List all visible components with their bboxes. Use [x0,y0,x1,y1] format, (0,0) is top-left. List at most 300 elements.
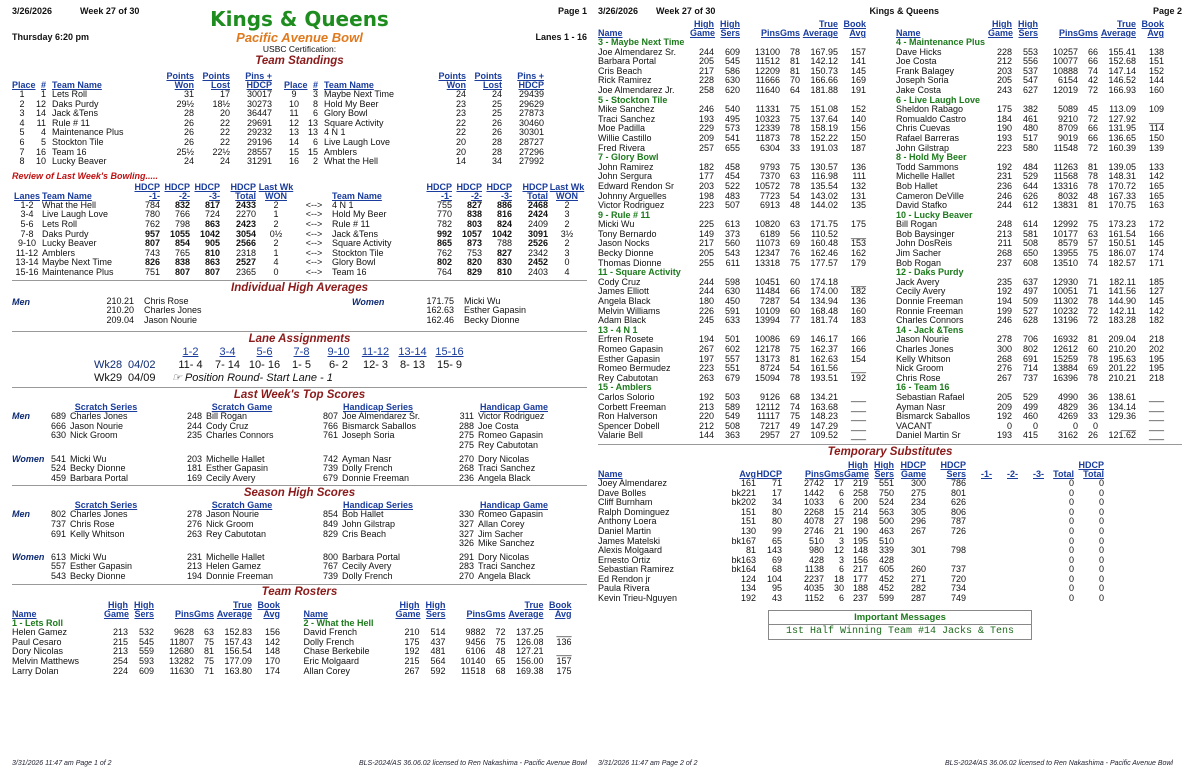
standings-col-header: # [40,80,46,90]
subs-row-cell: 217 [852,564,868,575]
standings-cell: 15 [288,146,299,157]
standings-cell: 10 [288,98,299,109]
roster-row-cell: 13173 [754,353,780,364]
standings-cell: 8 [19,156,25,167]
roster-row-cell: Bob Rogan [896,257,942,268]
roster-row-cell: 26 [1087,430,1098,441]
roster-row-cell: 192 [996,411,1012,422]
last-week-top-scores [12,402,587,483]
team-rosters-continued [598,18,1182,441]
roster-column [896,18,1186,441]
roster-row-cell: ___ [850,430,866,441]
lane-assignments [12,346,587,385]
subs-row-cell: 151 [740,506,756,517]
roster-row-cell: 72 [1087,84,1098,95]
roster-row-cell: Esther Gapasin [598,353,661,364]
subs-row-cell [992,479,1018,489]
roster-row-cell: 205 [996,391,1012,402]
standings-cell: 18½ [212,98,230,109]
league-title-2: Kings & Queens [869,6,939,16]
standings-cell: Stockton Tile [52,136,104,147]
subs-col-header: Total [1053,468,1074,479]
review-cell: 3½ [560,228,574,239]
roster-row-cell: 165 [1148,180,1164,191]
standings-cell: 29629 [518,98,544,109]
subs-row-cell: 99 [771,525,782,536]
roster-row [896,431,1186,441]
score-name: Nick Groom [206,519,254,530]
subs-row-cell: 0 [1068,535,1074,546]
roster-row-cell: 228 [698,75,714,86]
roster-row-cell: 589 [724,401,740,412]
score-row [50,474,174,484]
roster-row-cell: 60 [789,305,800,316]
standings-cell: 13 [307,117,318,128]
standings-cell: 26 [183,127,194,138]
subs-row-cell: 551 [878,477,894,488]
roster-row-cell: Valarie Bell [598,430,643,441]
score-row [186,530,310,540]
subs-row-cell [966,537,992,547]
roster-row-cell: 183.28 [1108,315,1136,326]
subs-row-cell [1018,517,1044,527]
footer-license-2: BLS-2024/AS 36.06.02 licensed to Ren Nakashima - Pacific Avenue Bowl [944,760,1173,767]
subs-row-cell: 0 [1068,487,1074,498]
roster-row-cell: ___ [850,411,866,422]
roster-row-cell: 458 [724,161,740,172]
review-cell: 9-10 [17,238,36,249]
roster-row-cell: 225 [698,219,714,230]
roster-row-cell: 556 [1022,56,1038,67]
roster-header [896,18,1186,38]
roster-row-cell: 75 [1087,219,1098,230]
roster-row-cell: 627 [1022,84,1038,95]
review-col-header: Last Wk WON [549,181,585,201]
roster-row-cell: James Elliott [598,286,650,297]
score-value: 766 [322,420,338,431]
roster-row-cell: 10086 [754,334,780,345]
roster-row-cell: 10140 [460,655,486,666]
roster-row-cell: 135 [850,200,866,211]
roster-row-cell: 522 [724,180,740,191]
subs-col-header: -2- [1007,468,1018,479]
review-cell: 992 [436,228,452,239]
subs-row-cell: 0 [1098,506,1104,517]
iha-name: Charles Jones [144,305,202,316]
subs-row-cell: 18 [833,573,844,584]
score-name: Bob Hallet [342,509,384,520]
subs-col-header: Gms [824,468,845,479]
roster-row-cell: Joe Costa [896,56,937,67]
score-value: 326 [458,538,474,549]
roster-row-cell: 78 [1087,372,1098,383]
roster-row-cell: 175 [556,665,572,676]
score-row [458,474,582,484]
iha-row [402,316,564,326]
roster-row-cell: 180 [698,296,714,307]
roster-row-cell: 163 [1148,200,1164,211]
review-col-header: HDCP -3- [486,181,512,201]
roster-row-cell: 63 [203,627,214,638]
standings-cell: 15 [307,146,318,157]
review-cell: 802 [436,257,452,268]
roster-row-cell: 12347 [754,248,780,259]
score-value: 203 [186,453,202,464]
subs-row-cell: bk167 [731,535,756,546]
review-cell: 2270 [235,209,256,220]
substitutes-table [598,459,1182,604]
roster-row-cell: 45 [1087,104,1098,115]
review-cell: 810 [204,247,220,258]
score-col-header: Scratch Series [74,500,138,511]
subs-row-cell: 219 [852,477,868,488]
roster-row-cell: 64 [789,84,800,95]
roster-row-cell: 13884 [1052,363,1078,374]
roster-row-cell: 192 [996,286,1012,297]
review-cell: 784 [144,199,160,210]
subs-row-cell: 0 [1098,525,1104,536]
review-cell: 810 [496,266,512,277]
roster-row-cell: 81 [789,353,800,364]
score-name: Joe Costa [478,420,519,431]
score-value: 613 [50,551,66,562]
iha-average: 171.75 [426,295,454,306]
score-group-label: Men [12,411,30,422]
roster-row-cell: 75 [789,257,800,268]
review-cell: Square Activity [332,238,392,249]
standings-gap [272,100,284,110]
roster-row-cell: 209 [698,132,714,143]
review-cell: 1 [273,209,279,220]
subs-row-cell: 2742 [803,477,824,488]
score-name: Victor Rodriguez [478,411,545,422]
roster-row-cell: 6913 [759,200,780,211]
standings-col-header: # [312,80,318,90]
roster-row-cell: 9210 [1057,113,1078,124]
roster-row-cell: 268 [996,248,1012,259]
roster-row-cell: 66 [1087,56,1098,67]
review-cell: 838 [174,257,190,268]
roster-row-cell: 33 [1087,411,1098,422]
roster-row-cell: 192 [996,161,1012,172]
standings-cell: 30273 [246,98,272,109]
subs-row-cell: 0 [1068,477,1074,488]
roster-row-cell: 11518 [461,665,486,676]
score-name: Dory Nicolas [478,551,530,562]
review-cell: 2403 [527,266,548,277]
roster-row-cell: 81 [789,65,800,76]
roster-row-cell: 12209 [754,65,780,76]
roster-row-cell: Erfren Rosete [598,334,654,345]
roster-row-cell: 145 [850,65,866,76]
review-cell: 817 [204,199,220,210]
roster-row [12,667,296,677]
roster-row-cell: Bismarck Saballos [896,411,971,422]
subs-row-cell: 1442 [803,487,824,498]
roster-row-cell: Charles Connors [896,315,964,326]
roster-row-cell: Bill Rogan [896,219,938,230]
lane-pair: 11-12 [361,346,390,359]
standings-cell: 27296 [518,146,544,157]
standings-cell: 22½ [212,146,230,157]
roster-row-cell: 157.43 [224,636,252,647]
subs-row-cell: 200 [852,497,868,508]
subs-row-cell: 192 [740,593,756,604]
roster-row-cell: 151.08 [810,104,838,115]
roster-row-cell: 137.64 [810,113,838,124]
subs-row-cell: 282 [910,583,926,594]
subs-row-cell: 0 [1098,535,1104,546]
roster-row-cell: 76 [789,248,800,259]
roster-row-cell: 72 [1087,315,1098,326]
roster-row-cell: 126.08 [515,636,544,647]
roster-row-cell: 15259 [1052,353,1078,364]
review-cell: Stockton Tile [332,247,384,258]
review-cell: 3054 [235,228,256,239]
roster-row-cell: 129.36 [1108,411,1136,422]
roster-row-cell: 197 [698,353,714,364]
roster-row-cell: Corbett Freeman [598,401,667,412]
roster-row-cell: 655 [724,142,740,153]
roster-row-cell: 611 [725,257,740,268]
review-cell: 762 [436,247,452,258]
score-row [186,431,310,441]
roster-row-cell: 156.00 [515,655,544,666]
review-cell: 4 [564,266,570,277]
subs-row-cell: 798 [950,545,966,556]
roster-row-cell: 74 [1087,257,1098,268]
subs-row-cell: 726 [950,525,966,536]
subs-row-cell: Ralph Dominguez [598,506,670,517]
review-cell: 873 [466,238,482,249]
subs-row-cell [966,546,992,556]
roster-row-cell: Nick Groom [896,363,944,374]
subs-row-cell [992,508,1018,518]
score-row [322,572,446,582]
roster-row-cell: 60 [789,276,800,287]
subs-row-cell: 452 [878,573,894,584]
subs-row-cell: 190 [852,525,868,536]
roster-row-cell: 11640 [755,84,780,95]
iha-name: Chris Rose [144,295,189,306]
roster-row-cell: 148.31 [1108,171,1136,182]
subs-row-cell: 0 [1068,497,1074,508]
roster-row-cell: 237 [996,257,1012,268]
subs-row-cell: 305 [910,506,926,517]
roster-team-name: 10 - Lucky Beaver [896,209,973,220]
roster-row-cell: 527 [1022,305,1038,316]
roster-row-cell: ___ [850,420,866,431]
subs-col-header: High Game [844,459,870,479]
review-cell: <--> [305,266,323,277]
score-group-label: Men [12,509,30,520]
roster-row-cell: 68 [495,665,506,676]
roster-team-name: 9 - Rule # 11 [598,209,651,220]
review-cell: 1055 [169,228,190,239]
standings-cell: 26 [183,136,194,147]
standings-header [12,68,587,90]
subs-row-cell: Kevin Trieu-Nguyen [598,593,678,604]
review-cell: 2468 [527,199,548,210]
roster-row-cell: 148 [264,646,280,657]
roster-col-header: High Game [104,599,130,619]
standings-cell: 2 [19,98,25,109]
roster-row-cell: 162 [850,248,866,259]
iha-list [402,297,564,326]
score-value: 327 [458,528,474,539]
review-cell: 2 [273,199,279,210]
standings-cell: 20 [219,108,230,119]
subs-row-cell: 0 [1068,564,1074,575]
subs-row-cell: 3 [838,554,844,565]
roster-row-cell: 630 [724,286,740,297]
roster-row-cell: 182.57 [1108,257,1136,268]
subs-row-cell: 68 [771,564,782,575]
roster-row-cell: 71 [1087,276,1098,287]
standings-cell: 29196 [246,136,272,147]
roster-row-cell: 460 [1022,411,1038,422]
roster-row-cell: 198 [698,190,714,201]
lane-assignments-title: Lane Assignments [12,331,587,346]
roster-row-cell: 4269 [1057,411,1078,422]
roster-row-cell: 0 [1006,420,1012,431]
review-table [12,181,587,278]
roster-team [896,211,1186,269]
subs-row-cell: Daniel Martin [598,525,652,536]
roster-row-cell: 177.09 [224,655,252,666]
day-time: Thursday 6:20 pm [12,32,90,42]
roster-row-cell: Bob Baysinger [896,228,955,239]
score-name: Esther Gapasin [70,561,133,572]
roster-row-cell: 4990 [1057,391,1078,402]
review-cell: 2318 [235,247,256,258]
score-name: Mike Sanchez [478,538,535,549]
score-name: Bismarck Saballos [342,420,417,431]
roster-row-cell: 75 [789,344,800,354]
roster-row-cell: 10820 [754,219,780,230]
score-col [310,510,446,548]
page-number: Page 1 [557,6,587,16]
roster-row-cell: 276 [996,363,1012,374]
review-cell: 770 [436,209,452,220]
roster-row-cell: 497 [1022,286,1038,297]
roster-row-cell: 174 [264,665,280,676]
review-cell: 0½ [269,228,283,239]
review-col-header: Team Name [332,190,382,201]
review-col-header: Team Name [42,190,92,201]
roster-row-cell: 134.14 [1108,401,1136,412]
roster-row-cell: 13316 [1052,180,1078,191]
lane-week-29 [12,372,587,385]
score-col-header: Scratch Game [211,500,273,511]
subs-row-cell: 301 [910,545,926,556]
roster-row-cell: 57 [1087,238,1098,249]
roster-row-cell: 166 [1148,228,1164,239]
review-col-header: HDCP -3- [194,181,220,201]
score-name: Traci Sanchez [478,561,536,572]
score-col [446,455,582,484]
subs-row-cell [966,489,992,499]
review-col-header: HDCP -2- [164,181,190,201]
roster-row-cell: 11512 [755,56,780,67]
roster-row-cell: 68 [789,391,800,402]
score-value: 666 [50,420,66,431]
standings-gap [272,138,284,148]
subs-row-cell: 34 [771,497,782,508]
roster-row-cell: 501 [724,334,740,345]
subs-row-cell: Ed Rendon jr [598,573,651,584]
roster-row-cell: Eric Molgaard [303,655,360,666]
lane-pair: 5-6 [256,346,273,359]
subs-row [598,594,1182,604]
subs-row-cell: 980 [808,545,824,556]
roster-team-name: 1 - Lets Roll [12,617,64,628]
roster-row-cell: 182 [698,161,714,172]
roster-row-cell: ___ [556,646,572,657]
roster-row-cell: Romeo Gapasin [598,344,664,354]
score-name: Donnie Freeman [342,472,410,483]
roster-row-cell: 172 [1148,219,1164,230]
roster-row-cell: 11568 [1053,171,1078,182]
review-cell: 1057 [461,228,482,239]
roster-row-cell: 66 [1087,123,1098,134]
subs-row-cell: 214 [852,506,868,517]
score-col-header: Handicap Game [479,402,549,413]
standings-cell: 26 [183,117,194,128]
roster-row-cell: 382 [1022,104,1038,115]
lane-matchup: 6- 2 [329,359,348,372]
standings-cell: 26 [491,117,502,128]
week-label-2: Week 27 of 30 [656,6,716,16]
standings-cell: 27992 [518,156,544,167]
subs-row-cell: 1033 [803,497,824,508]
roster-row-cell: 142.11 [1109,305,1136,316]
roster-row-cell: 145 [1148,296,1164,307]
subs-row-cell [966,527,992,537]
subs-row-cell: 6 [838,497,844,508]
score-value: 802 [50,509,66,520]
page-number-2: Page 2 [1152,6,1182,16]
review-cell: 15-16 [15,266,39,277]
roster-row-cell: 267 [698,344,714,354]
roster-row-cell: 160.39 [1108,142,1136,153]
review-cell: 0 [564,257,570,268]
subs-row-cell: bk164 [731,564,756,575]
score-name: Barbara Portal [70,472,129,483]
week-date: 04/09 [128,372,156,385]
subs-row-cell: Sebastian Ramirez [598,564,675,575]
score-value: 231 [186,551,202,562]
roster-row-cell: 10888 [1052,65,1078,76]
roster-row-cell: 63 [1087,228,1098,239]
roster-row-cell: Bob Hallet [896,180,938,191]
review-cell: Lucky Beaver [42,238,97,249]
score-value: 689 [50,411,66,422]
roster-row-cell: 637 [1022,276,1038,287]
score-col-header: Handicap Game [479,500,549,511]
subs-row-cell [966,556,992,566]
roster-row-cell: 183 [850,315,866,326]
roster-row-cell: Angela Black [598,296,651,307]
score-value: 213 [186,561,202,572]
roster-row-cell: 71 [203,665,214,676]
roster-row-cell: 529 [1022,171,1038,182]
review-cell: 863 [204,218,220,229]
roster-row-cell: 142 [1148,305,1164,316]
important-messages-title: Important Messages [769,611,1031,625]
review-cell: 7-8 [20,228,34,239]
subs-row-cell [966,565,992,575]
